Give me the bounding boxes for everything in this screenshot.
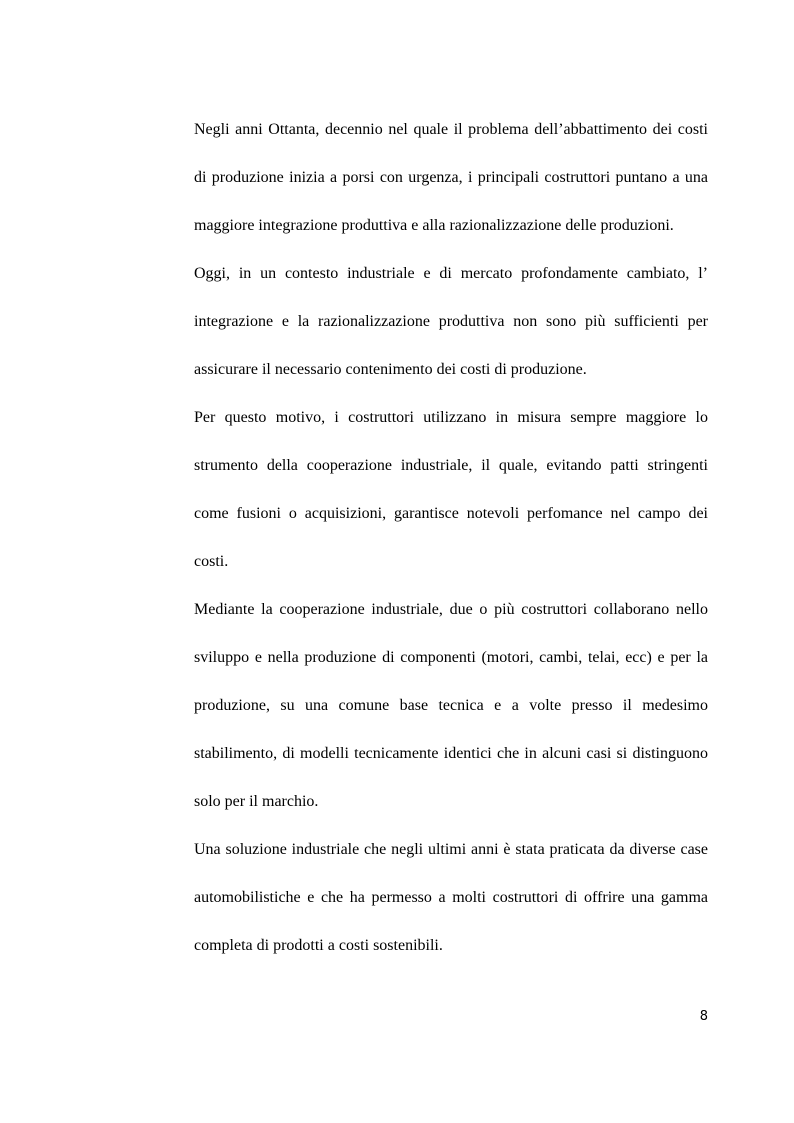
paragraph-4: Mediante la cooperazione industriale, due o più costruttori collaborano nello sviluppo e nella produzione di componenti (motori, cambi, telai, ecc) e per la produzione, su una comune base tecnica e a volte presso il medesimo stabilimento, di modelli tecnicamente identici che in alcuni casi si distinguono solo per il marchio. [194,601,708,810]
paragraph-3: Per questo motivo, i costruttori utilizzano in misura sempre maggiore lo strumento della cooperazione industriale, il quale, evitando patti stringenti come fusioni o acquisizioni, garantisce notevoli perfomance nel campo dei costi. [194,409,708,570]
paragraph-2: Oggi, in un contesto industriale e di mercato profondamente cambiato, l’ integrazione e la razionalizzazione produttiva non sono più sufficienti per assicurare il necessario contenimento dei costi di produzione. [194,265,708,378]
body-text [194,106,708,970]
paragraph-1: Negli anni Ottanta, decennio nel quale il problema dell’abbattimento dei costi di produzione inizia a porsi con urgenza, i principali costruttori puntano a una maggiore integrazione produttiva e alla razionalizzazione delle produzioni. [194,121,708,234]
page-number: 8 [699,1009,708,1024]
paragraph-5: Una soluzione industriale che negli ultimi anni è stata praticata da diverse case automobilistiche e che ha permesso a molti costruttori di offrire una gamma completa di prodotti a costi sostenibili. [194,841,708,954]
